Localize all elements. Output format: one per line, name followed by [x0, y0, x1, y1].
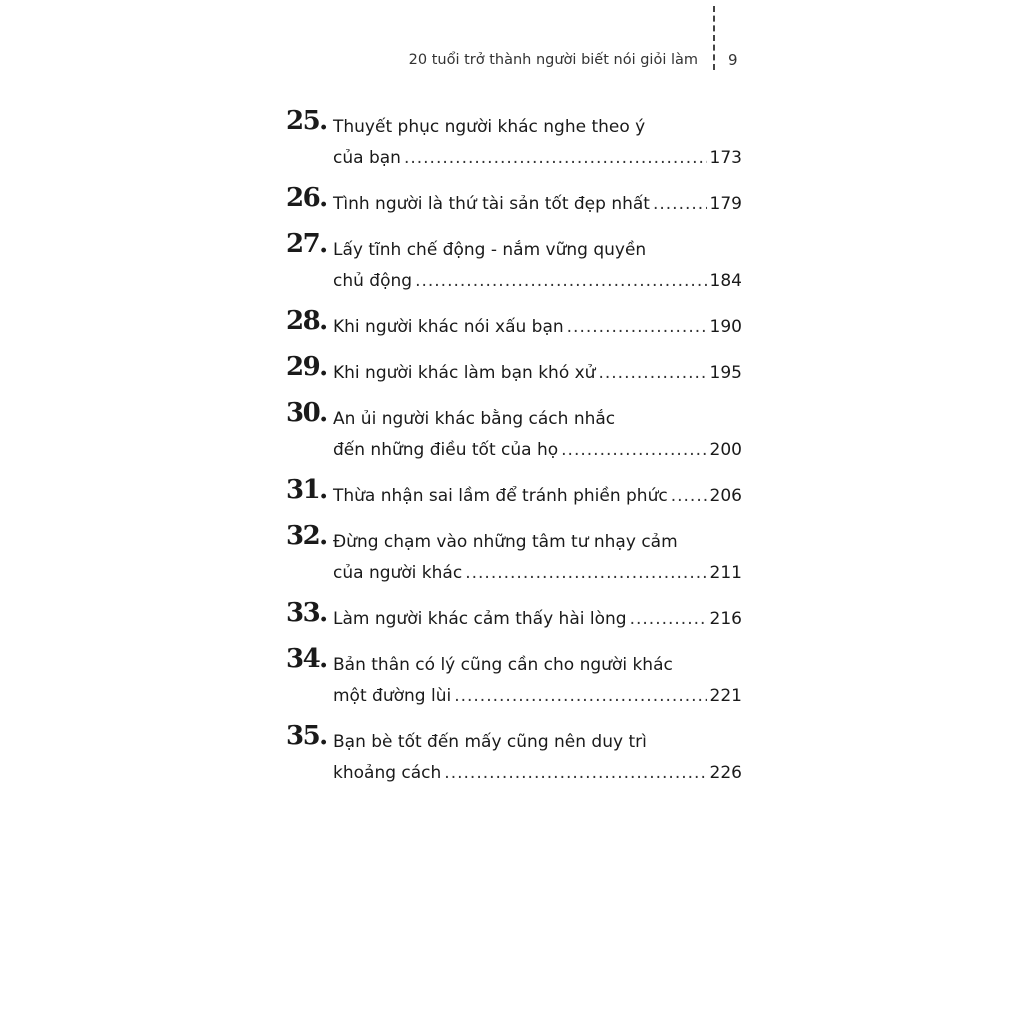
- header-divider: [713, 6, 715, 70]
- chapter-title-text: Thừa nhận sai lầm để tránh phiền phức: [333, 486, 668, 506]
- chapter-title-last-line: [333, 681, 742, 712]
- chapter-number: 35.: [286, 721, 327, 751]
- chapter-title-text: chủ động: [333, 271, 413, 291]
- toc-entry: [286, 721, 742, 789]
- toc-entry: [286, 475, 742, 512]
- chapter-title-line: [333, 650, 742, 681]
- toc-entry: [286, 644, 742, 712]
- chapter-title-text: Làm người khác cảm thấy hài lòng: [333, 609, 627, 629]
- chapter-title-last-line: [333, 481, 742, 512]
- chapter-title-text: Đừng chạm vào những tâm tư nhạy cảm: [333, 532, 678, 552]
- toc-entry: [286, 521, 742, 589]
- chapter-title-line: [333, 112, 742, 143]
- chapter-title-text: Thuyết phục người khác nghe theo ý: [333, 117, 646, 137]
- chapter-number: 34.: [286, 644, 327, 674]
- chapter-number: 29.: [286, 352, 327, 382]
- dot-leader: [598, 358, 706, 389]
- dot-leader: [630, 604, 707, 635]
- chapter-page-number: 226: [709, 763, 742, 783]
- dot-leader: [465, 558, 706, 589]
- chapter-title-line: [333, 235, 742, 266]
- chapter-title-block: [333, 404, 742, 466]
- chapter-title-last-line: [333, 558, 742, 589]
- chapter-number: 28.: [286, 306, 327, 336]
- chapter-title-last-line: [333, 604, 742, 635]
- chapter-title-text: Lấy tĩnh chế động - nắm vững quyền: [333, 240, 647, 260]
- dot-leader: [415, 266, 706, 297]
- chapter-title-block: [333, 604, 742, 635]
- chapter-number: 30.: [286, 398, 327, 428]
- dot-leader: [671, 481, 707, 512]
- chapter-title-block: [333, 727, 742, 789]
- toc-entry: [286, 106, 742, 174]
- chapter-title-block: [333, 235, 742, 297]
- chapter-title-last-line: [333, 312, 742, 343]
- chapter-title-text: An ủi người khác bằng cách nhắc: [333, 409, 616, 429]
- chapter-title-line: [333, 527, 742, 558]
- toc-entry: [286, 183, 742, 220]
- chapter-title-text: Khi người khác nói xấu bạn: [333, 317, 564, 337]
- chapter-page-number: 200: [709, 440, 742, 460]
- chapter-title-last-line: [333, 266, 742, 297]
- toc-entry: [286, 398, 742, 466]
- chapter-title-block: [333, 112, 742, 174]
- toc-entry: [286, 598, 742, 635]
- chapter-title-last-line: [333, 143, 742, 174]
- table-of-contents: [286, 106, 742, 804]
- chapter-page-number: 211: [709, 563, 742, 583]
- chapter-title-text: Bản thân có lý cũng cần cho người khác: [333, 655, 673, 675]
- chapter-title-text: khoảng cách: [333, 763, 442, 783]
- chapter-title-block: [333, 312, 742, 343]
- dot-leader: [404, 143, 707, 174]
- chapter-title-text: đến những điều tốt của họ: [333, 440, 559, 460]
- chapter-number: 32.: [286, 521, 327, 551]
- dot-leader: [561, 435, 706, 466]
- chapter-title-block: [333, 481, 742, 512]
- chapter-title-last-line: [333, 435, 742, 466]
- dot-leader: [567, 312, 707, 343]
- chapter-title-block: [333, 189, 742, 220]
- chapter-page-number: 206: [709, 486, 742, 506]
- dot-leader: [653, 189, 707, 220]
- chapter-title-text: Tình người là thứ tài sản tốt đẹp nhất: [333, 194, 650, 214]
- chapter-page-number: 221: [709, 686, 742, 706]
- chapter-title-last-line: [333, 358, 742, 389]
- chapter-number: 31.: [286, 475, 327, 505]
- chapter-page-number: 216: [709, 609, 742, 629]
- chapter-page-number: 173: [709, 148, 742, 168]
- chapter-title-text: của người khác: [333, 563, 463, 583]
- chapter-title-block: [333, 527, 742, 589]
- chapter-number: 25.: [286, 106, 327, 136]
- toc-entry: [286, 229, 742, 297]
- chapter-title-text: Khi người khác làm bạn khó xử: [333, 363, 596, 383]
- chapter-title-text: Bạn bè tốt đến mấy cũng nên duy trì: [333, 732, 647, 752]
- chapter-page-number: 179: [709, 194, 742, 214]
- chapter-number: 33.: [286, 598, 327, 628]
- page-number: 9: [728, 51, 738, 69]
- chapter-title-text: của bạn: [333, 148, 401, 168]
- chapter-number: 27.: [286, 229, 327, 259]
- chapter-title-block: [333, 358, 742, 389]
- toc-entry: [286, 306, 742, 343]
- dot-leader: [454, 681, 706, 712]
- chapter-title-block: [333, 650, 742, 712]
- chapter-title-text: một đường lùi: [333, 686, 452, 706]
- dot-leader: [444, 758, 706, 789]
- chapter-title-last-line: [333, 189, 742, 220]
- chapter-title-line: [333, 404, 742, 435]
- chapter-page-number: 184: [709, 271, 742, 291]
- chapter-number: 26.: [286, 183, 327, 213]
- chapter-page-number: 195: [709, 363, 742, 383]
- chapter-page-number: 190: [709, 317, 742, 337]
- chapter-title-line: [333, 727, 742, 758]
- toc-entry: [286, 352, 742, 389]
- chapter-title-last-line: [333, 758, 742, 789]
- running-title: 20 tuổi trở thành người biết nói giỏi làm: [408, 52, 698, 68]
